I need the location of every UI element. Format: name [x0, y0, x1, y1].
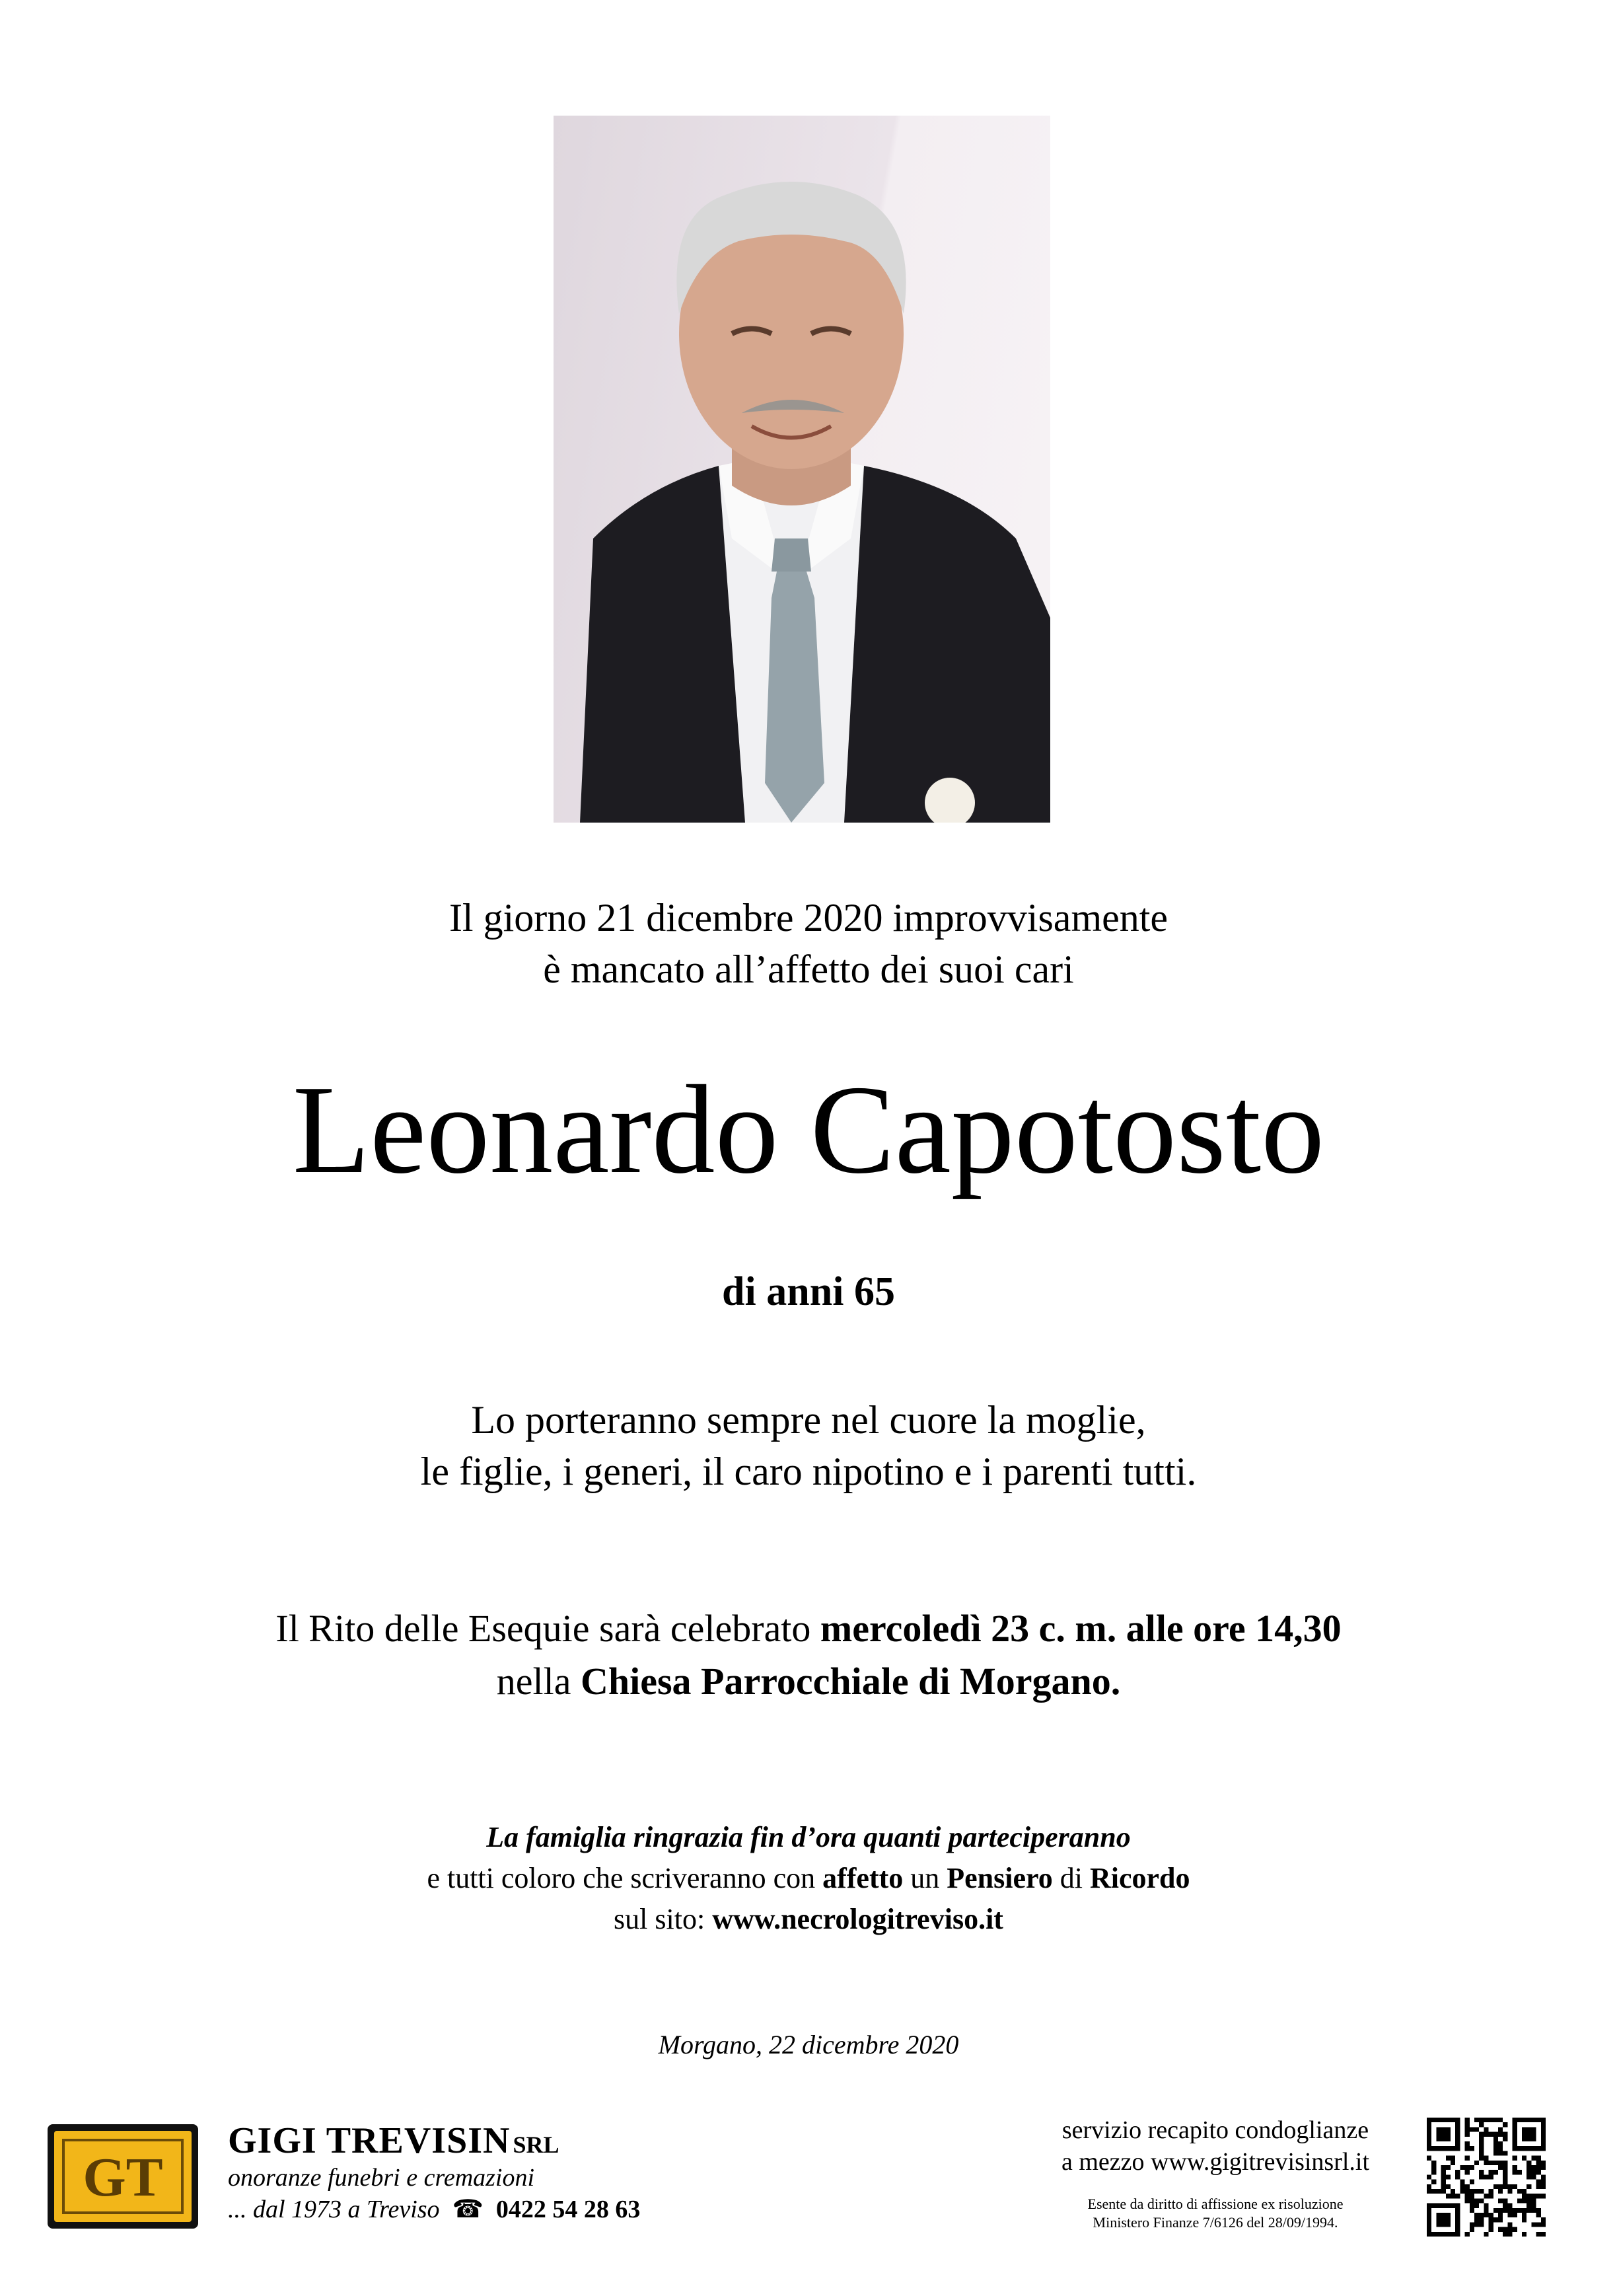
portrait-photo	[554, 116, 1050, 823]
rite-line-2	[0, 1655, 1617, 1708]
rite-place-prefix: nella	[496, 1660, 581, 1703]
thanks-line-3: sul sito: www.necrologitreviso.it	[614, 1903, 1003, 1935]
funeral-rite-info	[0, 1602, 1617, 1708]
thanks-line-2: e tutti coloro che scriveranno con affetto un Pensiero di Ricordo	[427, 1862, 1190, 1894]
company-suffix: SRL	[513, 2131, 559, 2158]
deceased-name: Leonardo Capotosto	[292, 1059, 1325, 1200]
company-info	[228, 2120, 640, 2225]
family-line-1: Lo porteranno sempre nel cuore la moglie,	[471, 1398, 1146, 1442]
condolence-service-info	[1030, 2114, 1400, 2178]
company-title	[228, 2120, 640, 2162]
intro-line-1: Il giorno 21 dicembre 2020 improvvisamente	[449, 896, 1168, 940]
gt-monogram-icon	[54, 2131, 192, 2222]
portrait-illustration	[554, 116, 1050, 823]
deceased-age: di anni 65	[722, 1269, 895, 1314]
company-phone[interactable]: 0422 54 28 63	[495, 2196, 641, 2223]
rite-place: Chiesa Parrocchiale di Morgano.	[580, 1660, 1121, 1703]
necrology-website-link[interactable]: www.necrologitreviso.it	[712, 1903, 1003, 1935]
rite-line-1	[0, 1602, 1617, 1655]
telephone-icon: ☎	[446, 2196, 490, 2223]
service-line-2: a mezzo www.gigitrevisinsrl.it	[1061, 2148, 1370, 2176]
family-line-2: le figlie, i generi, il caro nipotino e i parenti tutti.	[420, 1450, 1197, 1493]
qr-code-graphic	[1427, 2118, 1546, 2237]
svg-text:GT: GT	[83, 2147, 163, 2208]
company-logo	[48, 2124, 198, 2229]
company-since: ... dal 1973 a Treviso	[228, 2196, 440, 2223]
rite-datetime: mercoledì 23 c. m. alle ore 14,30	[820, 1607, 1342, 1650]
place-and-date: Morgano, 22 dicembre 2020	[658, 2030, 959, 2059]
tax-exemption-note	[1030, 2195, 1400, 2232]
qr-code-icon[interactable]	[1427, 2118, 1546, 2237]
company-since-line	[228, 2194, 640, 2225]
logo-plate	[54, 2131, 192, 2222]
exempt-line-1: Esente da diritto di affissione ex risoluzione	[1087, 2196, 1344, 2212]
exempt-line-2: Ministero Finanze 7/6126 del 28/09/1994.	[1093, 2214, 1338, 2231]
company-name: GIGI TREVISIN	[228, 2120, 511, 2161]
service-line-1: servizio recapito condoglianze	[1061, 2116, 1369, 2144]
rite-intro-text: Il Rito delle Esequie sarà celebrato	[275, 1607, 820, 1650]
thanks-line-1: La famiglia ringrazia fin d’ora quanti parteciperanno	[486, 1821, 1131, 1853]
family-message	[0, 1394, 1617, 1497]
family-thanks	[0, 1817, 1617, 1940]
intro-line-2: è mancato all’affetto dei suoi cari	[543, 947, 1074, 991]
announcement-intro	[0, 892, 1617, 995]
company-tagline: onoranze funebri e cremazioni	[228, 2164, 535, 2192]
